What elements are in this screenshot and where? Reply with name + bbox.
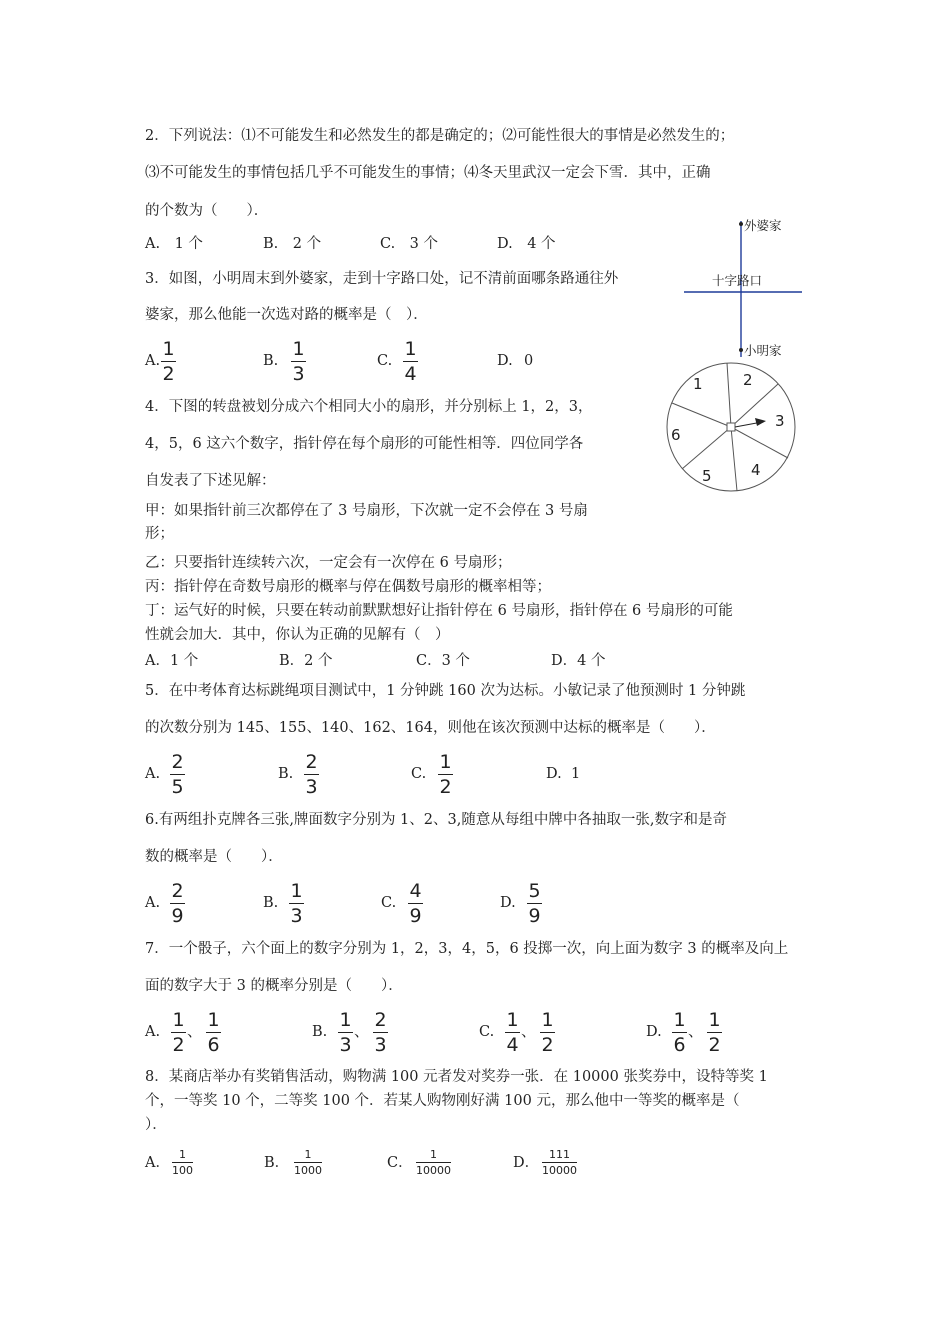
q4-line-3: 自发表了下述见解： — [145, 473, 276, 489]
denominator: 5 — [171, 776, 184, 798]
q7-line-1: 7．一个骰子，六个面上的数字分别为 1，2，3，4，5，6 投掷一次，向上面为数字 3 的概率及向上 — [145, 941, 789, 957]
grandma-home-label: 外婆家 — [744, 218, 782, 233]
q8-option-a-fraction — [172, 1148, 193, 1177]
q8-line-3: ）． — [145, 1117, 167, 1133]
q7-option-d-separator: 、 — [688, 1022, 704, 1040]
numerator: 1 — [179, 1148, 186, 1161]
q4-option-a: A．1 个 — [145, 653, 199, 669]
numerator: 1 — [541, 1009, 554, 1031]
q3-option-b-label: B. — [263, 353, 279, 369]
q7-option-c-first — [505, 1009, 520, 1056]
denominator: 10000 — [542, 1164, 577, 1177]
denominator: 4 — [404, 363, 417, 385]
sector-number-3: 3 — [775, 412, 785, 430]
numerator: 1 — [506, 1009, 519, 1031]
q8-line-2: 个，一等奖 10 个，二等奖 100 个．若某人购物刚好满 100 元，那么他中一等奖的概率是（ — [145, 1093, 740, 1109]
q7-option-d-second — [707, 1009, 722, 1056]
numerator: 4 — [409, 880, 422, 902]
q5-option-c-fraction — [438, 751, 453, 798]
crossroad-label: 十字路口 — [712, 273, 763, 288]
numerator: 1 — [404, 338, 417, 360]
denominator: 6 — [673, 1034, 686, 1056]
q3-option-a-fraction — [161, 338, 176, 385]
q7-option-c-separator: 、 — [521, 1022, 537, 1040]
q2-line-2: ⑶不可能发生的事情包括几乎不可能发生的事情；⑷冬天里武汉一定会下雪．其中，正确 — [145, 165, 711, 181]
q2-option-c: C. 3 个 — [380, 236, 439, 252]
denominator: 4 — [506, 1034, 519, 1056]
numerator: 5 — [528, 880, 541, 902]
q5-option-a-fraction — [170, 751, 185, 798]
q3-option-a-label: A. — [145, 353, 161, 369]
sector-divider — [727, 363, 731, 427]
q6-option-a-fraction — [170, 880, 185, 927]
q2-option-b: B. 2 个 — [263, 236, 322, 252]
q2-option-d: D. 4 个 — [497, 236, 556, 252]
numerator: 2 — [171, 880, 184, 902]
sector-divider — [672, 403, 731, 427]
q8-option-d-fraction — [542, 1148, 577, 1177]
denominator: 2 — [172, 1034, 185, 1056]
q4-view-bing: 丙：指针停在奇数号扇形的概率与停在偶数号扇形的概率相等； — [145, 579, 551, 595]
q7-option-b-separator: 、 — [354, 1022, 370, 1040]
denominator: 3 — [374, 1034, 387, 1056]
q8-option-b-label: B． — [264, 1155, 290, 1171]
q8-option-c-fraction — [416, 1148, 451, 1177]
numerator: 1 — [339, 1009, 352, 1031]
q6-line-1: 6.有两组扑克牌各三张,牌面数字分别为 1、2、3,随意从每组中牌中各抽取一张,数字和是奇 — [145, 812, 727, 828]
sector-divider — [731, 384, 778, 427]
xiaoming-home-dot — [739, 348, 743, 352]
numerator: 1 — [304, 1148, 312, 1161]
q7-option-b-first — [338, 1009, 353, 1056]
numerator: 1 — [207, 1009, 220, 1031]
q6-option-a-label: A. — [145, 895, 161, 911]
pointer-arrow-icon — [755, 418, 766, 426]
denominator: 3 — [292, 363, 305, 385]
sector-divider — [682, 427, 731, 469]
q6-option-b-label: B. — [263, 895, 279, 911]
q6-option-d-label: D. — [500, 895, 516, 911]
q5-option-b-label: B. — [278, 766, 294, 782]
q3-line-2: 婆家，那么他能一次选对路的概率是（ ）． — [145, 307, 428, 323]
numerator: 1 — [290, 880, 303, 902]
denominator: 2 — [541, 1034, 554, 1056]
sector-divider — [731, 427, 737, 491]
sector-number-1: 1 — [693, 375, 703, 393]
q7-option-a-first — [171, 1009, 186, 1056]
q6-option-c-label: C. — [381, 895, 397, 911]
q5-option-a-label: A. — [145, 766, 161, 782]
q6-option-b-fraction — [289, 880, 304, 927]
sector-divider — [731, 427, 788, 458]
denominator: 2 — [162, 363, 175, 385]
denominator: 100 — [172, 1164, 193, 1177]
grandma-home-dot — [739, 222, 743, 226]
q7-option-c-second — [540, 1009, 555, 1056]
sector-number-4: 4 — [751, 461, 761, 479]
denominator: 9 — [409, 905, 422, 927]
q3-option-d-value: 0 — [524, 353, 534, 369]
q6-option-d-fraction — [527, 880, 542, 927]
q7-option-c-label: C. — [479, 1024, 495, 1040]
q4-view-ding-2: 性就会加大．其中，你认为正确的见解有（ ） — [145, 627, 450, 643]
numerator: 1 — [439, 751, 452, 773]
q7-option-a-label: A. — [145, 1024, 161, 1040]
q8-option-d-label: D． — [513, 1155, 540, 1171]
crossroad-figure — [684, 215, 804, 365]
q7-line-2: 面的数字大于 3 的概率分别是（ ）． — [145, 978, 403, 994]
q4-view-jia-1: 甲：如果指针前三次都停在了 3 号扇形，下次就一定不会停在 3 号扇 — [145, 503, 588, 519]
q4-option-d: D．4 个 — [551, 653, 606, 669]
spinner-figure — [662, 357, 802, 497]
q8-option-a-label: A． — [145, 1155, 170, 1171]
numerator: 1 — [708, 1009, 721, 1031]
numerator: 1 — [162, 338, 175, 360]
q4-option-b: B．2 个 — [279, 653, 333, 669]
numerator: 1 — [430, 1148, 437, 1161]
q7-option-b-label: B. — [312, 1024, 328, 1040]
denominator: 6 — [207, 1034, 220, 1056]
q3-option-c-fraction — [403, 338, 418, 385]
denominator: 3 — [339, 1034, 352, 1056]
numerator: 1 — [292, 338, 305, 360]
q5-line-2: 的次数分别为 145、155、140、162、164，则他在该次预测中达标的概率是（ ）． — [145, 720, 716, 736]
q7-option-d-first — [672, 1009, 687, 1056]
q5-option-d-value: 1 — [571, 766, 581, 782]
q4-line-2: 4，5，6 这六个数字，指针停在每个扇形的可能性相等．四位同学各 — [145, 436, 584, 452]
q7-option-d-label: D. — [646, 1024, 662, 1040]
q7-option-b-second — [373, 1009, 388, 1056]
denominator: 10000 — [416, 1164, 451, 1177]
q5-option-d-label: D. — [546, 766, 562, 782]
q3-line-1: 3．如图，小明周末到外婆家，走到十字路口处，记不清前面哪条路通往外 — [145, 271, 619, 287]
sector-number-5: 5 — [702, 467, 712, 485]
q4-view-yi: 乙：只要指针连续转六次，一定会有一次停在 6 号扇形； — [145, 555, 512, 571]
numerator: 111 — [549, 1148, 570, 1161]
numerator: 2 — [171, 751, 184, 773]
sector-number-2: 2 — [743, 371, 753, 389]
q3-option-d-label: D. — [497, 353, 513, 369]
q8-option-b-fraction — [294, 1148, 322, 1177]
q3-option-b-fraction — [291, 338, 306, 385]
denominator: 9 — [528, 905, 541, 927]
denominator: 9 — [171, 905, 184, 927]
denominator: 2 — [439, 776, 452, 798]
q7-option-a-separator: 、 — [187, 1022, 203, 1040]
q5-option-c-label: C. — [411, 766, 427, 782]
q8-option-c-label: C． — [387, 1155, 413, 1171]
xiaoming-home-label: 小明家 — [744, 343, 782, 358]
numerator: 2 — [374, 1009, 387, 1031]
denominator: 3 — [305, 776, 318, 798]
denominator: 1000 — [294, 1164, 322, 1177]
q7-option-a-second — [206, 1009, 221, 1056]
q4-option-c: C．3 个 — [416, 653, 470, 669]
q4-view-ding-1: 丁：运气好的时候，只要在转动前默默想好让指针停在 6 号扇形，指针停在 6 号扇形的可能 — [145, 603, 733, 619]
sector-number-6: 6 — [671, 426, 681, 444]
q2-line-3: 的个数为（ ）． — [145, 203, 269, 219]
denominator: 3 — [290, 905, 303, 927]
q5-line-1: 5．在中考体育达标跳绳项目测试中，1 分钟跳 160 次为达标。小敏记录了他预测时 1 分钟跳 — [145, 683, 746, 699]
spinner-hub — [727, 423, 735, 431]
q4-line-1: 4．下图的转盘被划分成六个相同大小的扇形，并分别标上 1，2，3， — [145, 399, 593, 415]
numerator: 2 — [305, 751, 318, 773]
q4-view-jia-2: 形； — [145, 526, 174, 542]
q8-line-1: 8．某商店举办有奖销售活动，购物满 100 元者发对奖券一张．在 10000 张奖券中，设特等奖 1 — [145, 1069, 768, 1085]
q3-option-c-label: C. — [377, 353, 393, 369]
q6-line-2: 数的概率是（ ）． — [145, 849, 283, 865]
q2-option-a: A. 1 个 — [145, 236, 203, 252]
denominator: 2 — [708, 1034, 721, 1056]
q6-option-c-fraction — [408, 880, 423, 927]
q5-option-b-fraction — [304, 751, 319, 798]
numerator: 1 — [673, 1009, 686, 1031]
q2-line-1: 2．下列说法：⑴不可能发生和必然发生的都是确定的；⑵可能性很大的事情是必然发生的； — [145, 128, 735, 144]
numerator: 1 — [172, 1009, 185, 1031]
